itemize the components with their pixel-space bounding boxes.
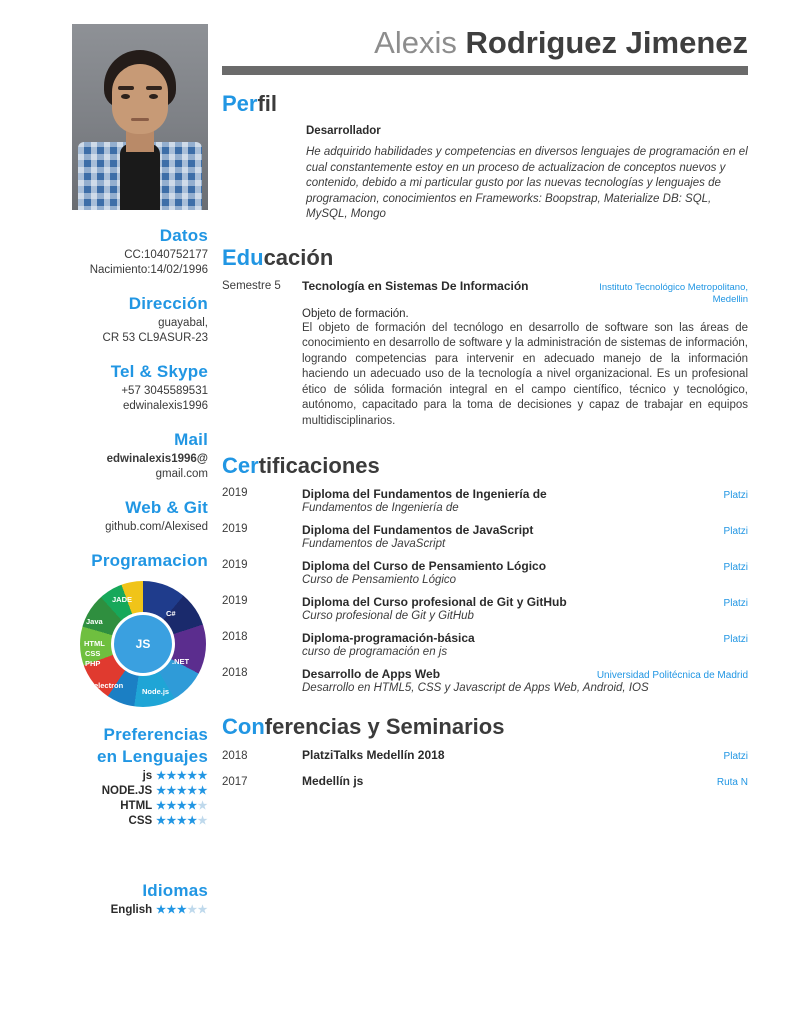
language-stars: ★★★★★ — [156, 800, 208, 812]
conference-org: Ruta N — [716, 777, 748, 788]
perfil-text: He adquirido habilidades y competencias en diversos lenguajes de programación en el cual constantemente estoy en un proceso de actualizacion de conceptos nuevos y contenido, debido a mi particular gusto por las nuevas tecnologías y lenguajes de programacion, conocimientos en Frameworks: Boopstrap, Materialize DB: SQL, MySQL, Mongo — [306, 146, 748, 220]
conference-org: Platzi — [723, 751, 748, 762]
language-stars: ★★★★★ — [156, 785, 208, 797]
photo-face — [112, 64, 168, 134]
idioma-item — [10, 903, 208, 918]
github-link[interactable]: github.com/Alexised — [105, 521, 208, 533]
certification-body — [302, 631, 748, 658]
perfil-title-rest: fil — [257, 91, 278, 116]
certification-title: Diploma del Curso profesional de Git y GitHub — [302, 595, 567, 609]
photo-eye-left — [121, 94, 130, 99]
last-name: Rodriguez Jimenez — [465, 25, 748, 60]
section-title-educacion — [222, 245, 748, 271]
education-body — [302, 279, 748, 430]
donut-center-label: JS — [135, 637, 151, 651]
certification-body — [302, 559, 748, 586]
datos-line-1: CC:1040752177 — [124, 249, 208, 261]
language-stars: ★★★★★ — [156, 815, 208, 827]
donut-label-jade: JADE — [112, 595, 133, 604]
language-skill-item — [10, 784, 208, 799]
perfil-role: Desarrollador — [306, 125, 381, 137]
certification-item — [222, 595, 748, 622]
programming-donut-chart — [80, 581, 206, 707]
education-subtitle: Objeto de formación. — [302, 307, 409, 320]
page-title — [222, 24, 748, 62]
certification-year: 2018 — [222, 631, 248, 643]
web-git-title: Web & Git — [125, 498, 208, 517]
profile-photo — [72, 24, 208, 210]
language-skill-item — [10, 814, 208, 829]
language-label: CSS — [128, 815, 153, 827]
datos-line-2: Nacimiento:14/02/1996 — [89, 264, 208, 276]
language-skill-item — [10, 769, 208, 784]
conferencias-title-rest: ferencias y Seminarios — [264, 714, 505, 739]
certification-org: Platzi — [723, 562, 748, 573]
certificaciones-title-highlight: Cer — [222, 453, 259, 478]
preferencias-title-line-2: en Lenguajes — [96, 747, 208, 766]
certification-title: Diploma del Curso de Pensamiento Lógico — [302, 559, 547, 573]
certification-item — [222, 487, 748, 514]
main-content — [222, 0, 794, 1028]
certification-subtitle: Fundamentos de JavaScript — [302, 538, 446, 550]
certification-body — [302, 667, 748, 694]
certification-title: Diploma del Fundamentos de JavaScript — [302, 523, 534, 537]
certification-org: Platzi — [723, 490, 748, 501]
certification-item — [222, 559, 748, 586]
title-divider — [222, 66, 748, 75]
certification-subtitle: Curso de Pensamiento Lógico — [302, 574, 457, 586]
education-description: El objeto de formación del tecnólogo en desarrollo de software son las áreas de conocimiento en desarrollo de software y la administración de sistemas de información, logrando competencias para intervenir en adecuado manejo de la información haciendo un adecuado uso de la tecnología a nivel organizacional. Es un profesional ético de sólida formación integral en el campo científico, técnico y tecnológico, autónomo, capacitado para la toma de decisiones y capaz de trabajar en equipos multidisciplinarios. — [302, 321, 748, 427]
tel-line-1: +57 3045589531 — [121, 385, 208, 397]
photo-brow-right — [146, 86, 162, 90]
education-entry — [222, 279, 748, 430]
certification-body — [302, 523, 748, 550]
certification-subtitle: curso de programación en js — [302, 646, 448, 658]
certification-org: Platzi — [723, 598, 748, 609]
certification-year: 2018 — [222, 667, 248, 679]
certification-year: 2019 — [222, 595, 248, 607]
certification-item — [222, 523, 748, 550]
certification-body — [302, 487, 748, 514]
certification-item — [222, 667, 748, 694]
donut-label-nodejs: Node.js — [142, 687, 170, 696]
donut-label-csharp: C# — [166, 609, 176, 618]
photo-eye-right — [149, 94, 158, 99]
donut-label-java: Java — [86, 617, 103, 626]
direccion-line-1: guayabal, — [158, 317, 208, 329]
certification-year: 2019 — [222, 523, 248, 535]
conference-year: 2017 — [222, 776, 248, 788]
conference-year: 2018 — [222, 750, 248, 762]
certification-title: Diploma del Fundamentos de Ingeniería de — [302, 487, 547, 501]
certification-subtitle: Fundamentos de Ingeniería de — [302, 502, 459, 514]
certificaciones-title-rest: tificaciones — [258, 453, 380, 478]
education-head — [302, 279, 748, 306]
mail-title: Mail — [174, 430, 208, 449]
language-skill-list — [10, 769, 208, 829]
donut-label-css: CSS — [85, 649, 101, 658]
certification-top — [302, 487, 748, 501]
education-period: Semestre 5 — [222, 279, 281, 292]
sidebar — [0, 0, 218, 1028]
section-title-conferencias — [222, 714, 748, 740]
educacion-title-rest: cación — [263, 244, 334, 270]
idiomas-title: Idiomas — [142, 881, 208, 900]
certification-subtitle: Desarrollo en HTML5, CSS y Javascript de Apps Web, Android, IOS — [302, 682, 649, 694]
certification-title: Desarrollo de Apps Web — [302, 667, 441, 681]
certification-year: 2019 — [222, 487, 248, 499]
certification-top — [302, 667, 748, 681]
donut-label-php: PHP — [85, 659, 101, 668]
certification-list — [222, 487, 748, 694]
language-stars: ★★★★★ — [156, 770, 208, 782]
photo-brow-left — [118, 86, 134, 90]
conference-title: PlatziTalks Medellín 2018 — [302, 748, 445, 762]
certification-item — [222, 631, 748, 658]
direccion-title: Dirección — [128, 294, 208, 313]
programacion-title: Programacion — [91, 551, 208, 570]
first-name: Alexis — [374, 25, 457, 60]
conference-list — [222, 748, 748, 788]
donut-label-electron: electron — [94, 681, 124, 690]
language-label: js — [142, 770, 153, 782]
certification-top — [302, 559, 748, 573]
conferencias-title-highlight: Con — [222, 714, 265, 739]
section-title-certificaciones — [222, 453, 748, 479]
conference-top — [302, 748, 748, 762]
language-label: NODE.JS — [101, 785, 153, 797]
language-label: HTML — [120, 800, 153, 812]
certification-title: Diploma-programación-básica — [302, 631, 475, 645]
donut-center — [114, 615, 172, 673]
certification-org: Platzi — [723, 526, 748, 537]
educacion-title-highlight: Edu — [222, 244, 264, 270]
mail-line-1[interactable]: edwinalexis1996@ — [106, 453, 208, 465]
skype-line: edwinalexis1996 — [122, 400, 208, 412]
datos-title: Datos — [159, 226, 208, 245]
education-institution: Instituto Tecnológico Metropolitano, Medellin — [599, 281, 748, 305]
certification-body — [302, 595, 748, 622]
mail-line-2[interactable]: gmail.com — [155, 468, 208, 480]
photo-mouth — [131, 118, 149, 121]
conference-title: Medellín js — [302, 774, 364, 788]
direccion-line-2: CR 53 CL9ASUR-23 — [102, 332, 208, 344]
certification-org: Universidad Politécnica de Madrid — [596, 670, 748, 681]
donut-label-dotnet: .NET — [172, 657, 190, 666]
idioma-stars: ★★★★★ — [156, 904, 208, 916]
certification-org: Platzi — [723, 634, 748, 645]
preferencias-title-line-1: Preferencias — [103, 725, 208, 744]
conference-top — [302, 774, 748, 788]
conference-item — [222, 774, 748, 788]
conference-body — [302, 748, 748, 762]
section-title-perfil — [222, 91, 748, 117]
certification-year: 2019 — [222, 559, 248, 571]
conference-body — [302, 774, 748, 788]
certification-top — [302, 523, 748, 537]
photo-tshirt — [120, 144, 160, 210]
certification-subtitle: Curso profesional de Git y GitHub — [302, 610, 474, 622]
education-program: Tecnología en Sistemas De Información — [302, 278, 529, 293]
perfil-title-highlight: Per — [222, 91, 258, 116]
certification-top — [302, 595, 748, 609]
conference-item — [222, 748, 748, 762]
tel-title: Tel & Skype — [110, 362, 208, 381]
language-skill-item — [10, 799, 208, 814]
idioma-label: English — [110, 904, 153, 916]
donut-label-html: HTML — [84, 639, 105, 648]
certification-top — [302, 631, 748, 645]
